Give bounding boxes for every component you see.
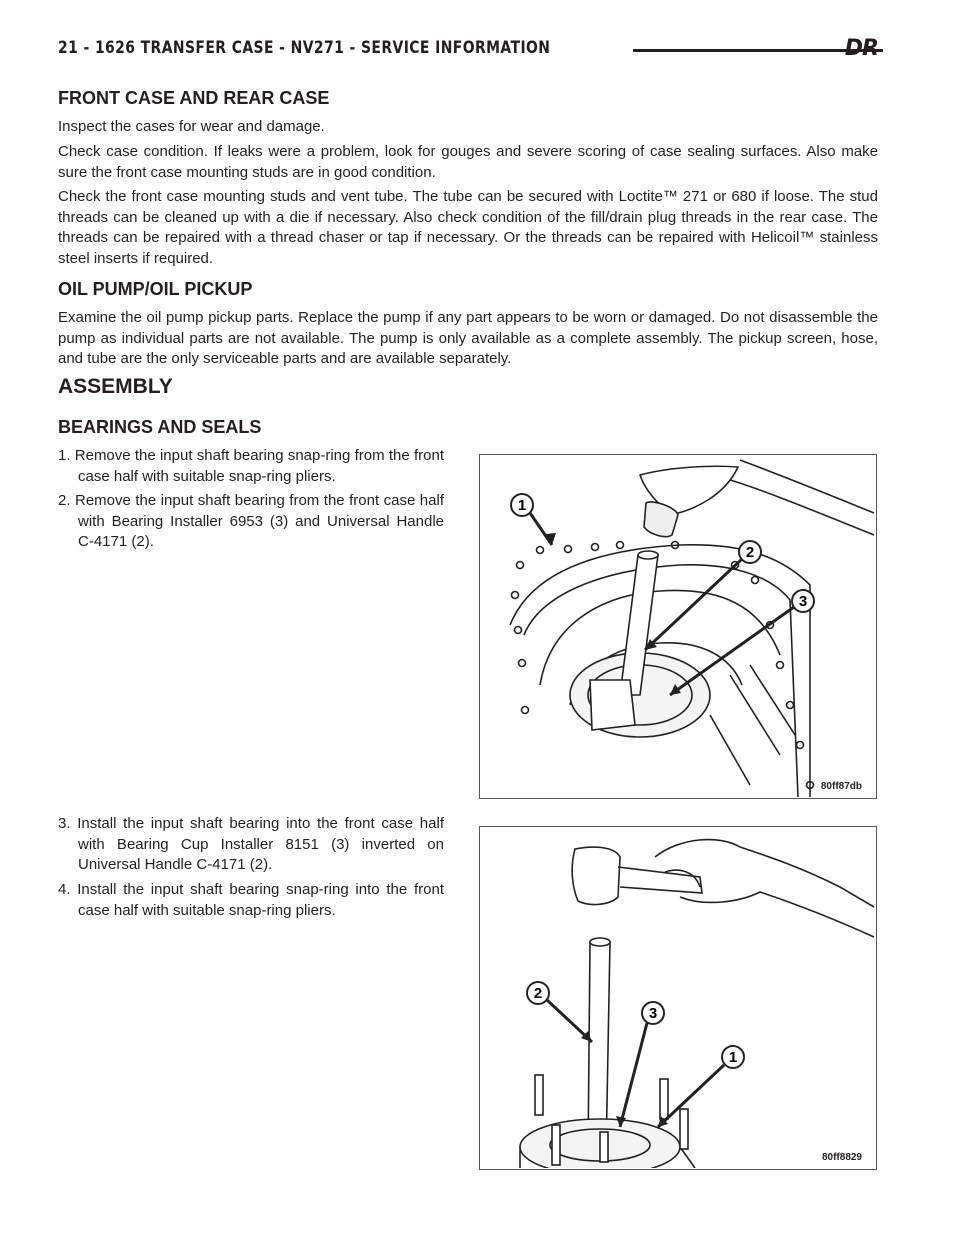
heading-front-case: FRONT CASE AND REAR CASE — [58, 88, 330, 108]
figure-bearing-install — [479, 826, 877, 1170]
callout-1: 1 — [728, 1049, 738, 1066]
step-3: 3. Install the input shaft bearing into the front case half with Bearing Cup Installer 8151 (3) inverted on Universal Handle C-4171 (2). — [58, 815, 444, 873]
page-title: 21 - 1626 TRANSFER CASE - NV271 - SERVICE INFORMATION — [58, 38, 551, 58]
figure-bearing-removal — [479, 454, 877, 799]
paragraph: Check the front case mounting studs and vent tube. The tube can be secured with Loctite™ 271 or 680 if loose. The stud threads can be cleaned up with a die if necessary. Also check condition of the fill/drain plug threads in the rear case. The threads can be repaired with a thread chaser or tap if necessary. Or the threads can be repaired with Helicoil™ stainless steel inserts if required. — [58, 188, 878, 267]
callout-3: 3 — [648, 1005, 658, 1022]
section-code: DR — [844, 36, 878, 61]
callout-2: 2 — [533, 985, 543, 1002]
step-1: 1. Remove the input shaft bearing snap-ring from the front case half with suitable snap-ring pliers. — [58, 447, 444, 485]
heading-assembly: ASSEMBLY — [58, 375, 173, 398]
callout-2: 2 — [745, 544, 755, 561]
callout-3: 3 — [798, 593, 808, 610]
paragraph: Inspect the cases for wear and damage. — [58, 118, 325, 135]
paragraph: Examine the oil pump pickup parts. Replace the pump if any part appears to be worn or damaged. Do not disassemble the pump as individual parts are not available. The pump is only available as a complete assembly. The pickup screen, hose, and tube are the only serviceable parts and are available separately. — [58, 309, 878, 367]
callout-1: 1 — [517, 497, 527, 514]
heading-oil-pump: OIL PUMP/OIL PICKUP — [58, 279, 253, 299]
page-header — [58, 38, 878, 68]
bearing-removal-illustration — [480, 455, 875, 797]
figure-code: 80ff8829 — [821, 1152, 862, 1163]
figure-code: 80ff87db — [820, 781, 862, 792]
heading-bearings: BEARINGS AND SEALS — [58, 417, 262, 437]
step-4: 4. Install the input shaft bearing snap-ring into the front case half with suitable snap-ring pliers. — [58, 881, 444, 919]
step-2: 2. Remove the input shaft bearing from the front case half with Bearing Installer 6953 (3) and Universal Handle C-4171 (2). — [58, 492, 444, 550]
bearing-install-illustration — [480, 827, 875, 1168]
paragraph: Check case condition. If leaks were a problem, look for gouges and severe scoring of case sealing surfaces. Also make sure the front case mounting studs are in good condition. — [58, 143, 878, 181]
